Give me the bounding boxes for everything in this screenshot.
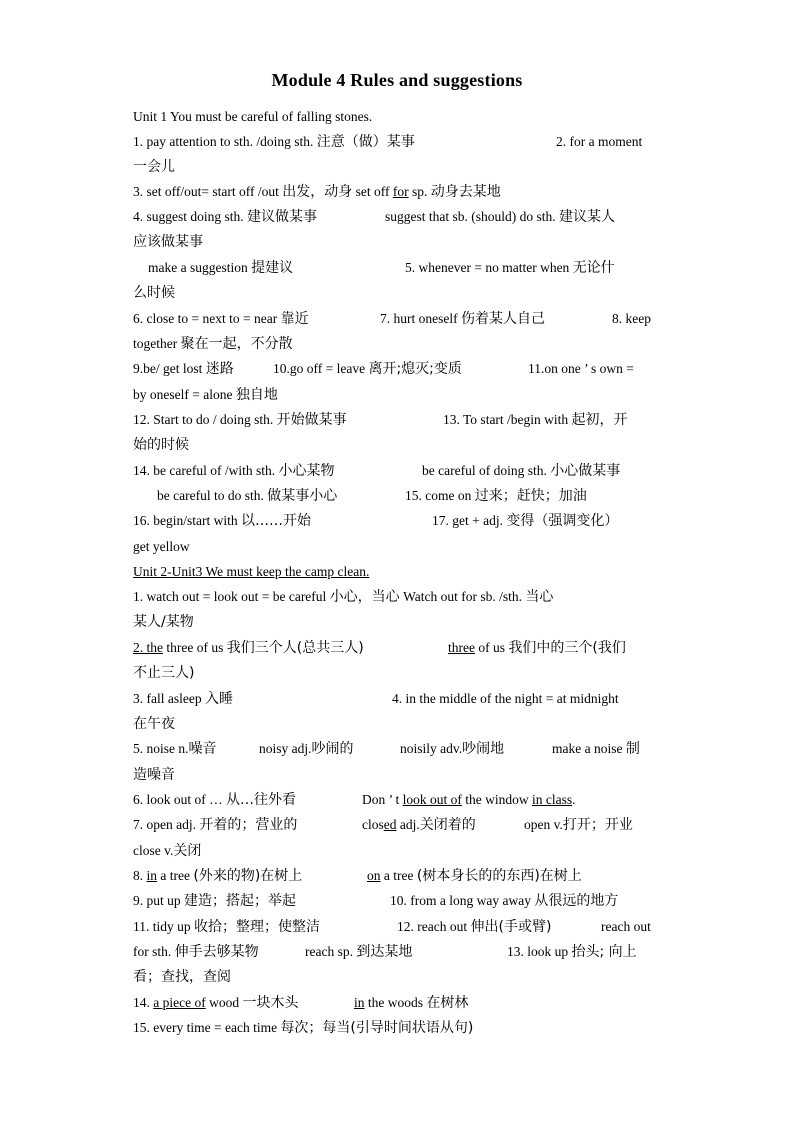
- item-14-to-do: be careful to do sth. 做某事小心: [157, 488, 338, 504]
- item-14-doing: be careful of doing sth. 小心做某事: [422, 463, 621, 479]
- item-2: 2. for a moment: [556, 134, 643, 149]
- item-6: 6. close to = next to = near 靠近: [133, 311, 309, 327]
- item-4-meaning: 应该做某事: [133, 234, 203, 250]
- item-12: 12. Start to do / doing sth. 开始做某事: [133, 412, 347, 428]
- item-8: 8. keep: [612, 311, 651, 326]
- u2-item-10: 10. from a long way away 从很远的地方: [390, 893, 619, 909]
- u2-item-5-noisily: noisily adv.吵闹地: [400, 741, 505, 757]
- item-5-meaning: 么时候: [133, 285, 175, 301]
- item-14: 14. be careful of /with sth. 小心某物: [133, 463, 335, 479]
- u2-item-12: 12. reach out 伸出(手或臂): [397, 919, 552, 935]
- item-1: 1. pay attention to sth. /doing sth. 注意（做）某事: [133, 134, 415, 150]
- item-15: 15. come on 过来；赶快；加油: [405, 488, 587, 504]
- item-4-make-suggestion: make a suggestion 提建议: [148, 260, 294, 276]
- item-2-meaning: 一会儿: [133, 159, 175, 175]
- u2-item-5: 5. noise n.噪音: [133, 741, 217, 757]
- u2-item-4: 4. in the middle of the night = at midnight: [392, 691, 619, 706]
- item-13-meaning: 始的时候: [133, 437, 189, 453]
- u2-item-12-reach-out: reach out: [601, 919, 651, 934]
- page-title: Module 4 Rules and suggestions: [271, 70, 523, 90]
- u2-item-8-on: on a tree (树本身长的的东西)在树上: [367, 868, 582, 884]
- u2-item-1: 1. watch out = look out = be careful 小心，当心 Watch out for sb. /sth. 当心: [133, 589, 554, 605]
- u2-item-14-woods: in the woods 在树林: [354, 995, 469, 1011]
- u2-item-3: 3. fall asleep 入睡: [133, 691, 233, 707]
- item-4-suggest-that: suggest that sb. (should) do sth. 建议某人: [385, 209, 615, 225]
- item-11: 11.on one ’ s own =: [528, 361, 634, 376]
- item-17-example: get yellow: [133, 539, 190, 554]
- u2-item-7-open-verb: open v.打开；开业: [524, 817, 633, 833]
- item-11-meaning: by oneself = alone 独自地: [133, 387, 278, 403]
- u2-item-7-close-verb: close v.关闭: [133, 843, 202, 859]
- u2-item-14: 14. a piece of wood 一块木头: [133, 995, 299, 1011]
- item-9: 9.be/ get lost 迷路: [133, 361, 234, 377]
- item-16: 16. begin/start with 以……开始: [133, 513, 311, 529]
- u2-item-13: 13. look up 抬头; 向上: [507, 944, 637, 960]
- item-3: 3. set off/out= start off /out 出发，动身 set off for sp. 动身去某地: [133, 184, 501, 200]
- u2-item-4-meaning: 在午夜: [133, 716, 175, 732]
- u2-item-5-noisy: noisy adj.吵闹的: [259, 741, 354, 757]
- u2-item-6: 6. look out of … 从…往外看: [133, 792, 296, 808]
- item-8-meaning: together 聚在一起，不分散: [133, 336, 293, 352]
- u2-item-12-reach-sp: reach sp. 到达某地: [305, 944, 413, 960]
- u2-item-5-make-noise: make a noise 制: [552, 741, 640, 757]
- u2-item-13-meaning: 看；查找，查阅: [133, 969, 231, 985]
- unit2-heading: Unit 2-Unit3 We must keep the camp clean.: [133, 564, 370, 579]
- item-10: 10.go off = leave 离开;熄灭;变质: [273, 361, 462, 377]
- unit1-heading: Unit 1 You must be careful of falling stones.: [133, 109, 373, 124]
- u2-item-2-meaning: 不止三人): [133, 665, 195, 681]
- u2-item-1-meaning: 某人/某物: [133, 614, 194, 630]
- item-17: 17. get + adj. 变得（强调变化）: [432, 513, 619, 529]
- u2-item-8: 8. in a tree (外来的物)在树上: [133, 868, 303, 884]
- item-13: 13. To start /begin with 起初，开: [443, 412, 628, 428]
- u2-item-6-example: Don ’ t look out of the window in class.: [362, 792, 576, 807]
- u2-item-12-for: for sth. 伸手去够某物: [133, 944, 259, 960]
- u2-item-7: 7. open adj. 开着的；营业的: [133, 817, 298, 833]
- u2-item-2-b: three of us 我们中的三个(我们: [448, 640, 626, 656]
- u2-item-2: 2. the three of us 我们三个人(总共三人): [133, 640, 364, 656]
- u2-item-11: 11. tidy up 收拾；整理；使整洁: [133, 919, 321, 935]
- item-7: 7. hurt oneself 伤着某人自己: [380, 311, 545, 327]
- item-4: 4. suggest doing sth. 建议做某事: [133, 209, 318, 225]
- u2-item-5-meaning: 造噪音: [133, 767, 175, 783]
- u2-item-7-closed: closed adj.关闭着的: [362, 817, 476, 833]
- u2-item-9: 9. put up 建造；搭起；举起: [133, 893, 297, 909]
- item-5: 5. whenever = no matter when 无论什: [405, 260, 615, 276]
- u2-item-15: 15. every time = each time 每次；每当(引导时间状语从句): [133, 1020, 474, 1036]
